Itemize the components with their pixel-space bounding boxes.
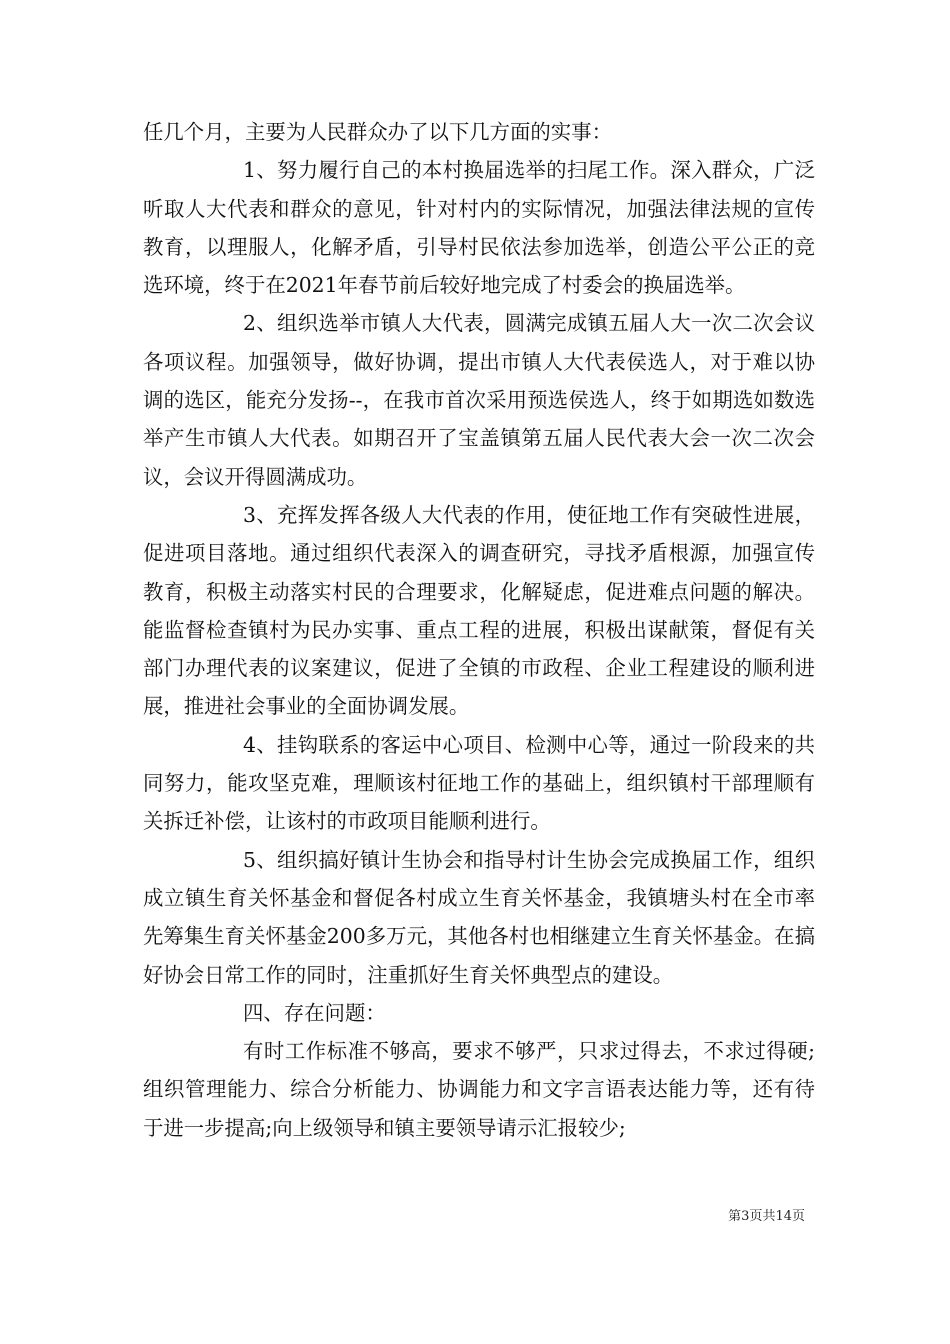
paragraph-item-3: 3、充挥发挥各级人大代表的作用，使征地工作有突破性进展，促进项目落地。通过组织代表深入的调查研究，寻找矛盾根源，加强宣传教育，积极主动落实村民的合理要求，化解疑虑，促进难点问题的解决。能监督检查镇村为民办实事、重点工程的进展，积极出谋献策，督促有关部门办理代表的议案建议，促进了全镇的市政程、企业工程建设的顺利进展，推进社会事业的全面协调发展。 (143, 502, 815, 719)
paragraph-continuation: 任几个月，主要为人民群众办了以下几方面的实事： (143, 120, 612, 144)
paragraph-problems: 有时工作标准不够高，要求不够严，只求过得去，不求过得硬;组织管理能力、综合分析能力、协调能力和文字言语表达能力等，还有待于进一步提高;向上级领导和镇主要领导请示汇报较少; (143, 1039, 815, 1140)
section-heading-problems: 四、存在问题： (243, 1000, 386, 1025)
paragraph-item-5: 5、组织搞好镇计生协会和指导村计生协会完成换届工作，组织成立镇生育关怀基金和督促各村成立生育关怀基金，我镇塘头村在全市率先筹集生育关怀基金200多万元，其他各村也相继建立生育关怀基金。在搞好协会日常工作的同时，注重抓好生育关怀典型点的建设。 (143, 847, 815, 987)
page-number: 第3页共14页 (728, 1209, 805, 1224)
paragraph-item-4: 4、挂钩联系的客运中心项目、检测中心等，通过一阶段来的共同努力，能攻坚克难，理顺该村征地工作的基础上，组织镇村干部理顺有关拆迁补偿，让该村的市政项目能顺利进行。 (143, 732, 815, 834)
document-body (143, 113, 815, 1147)
paragraph-item-2: 2、组织选举市镇人大代表，圆满完成镇五届人大一次二次会议各项议程。加强领导，做好协调，提出市镇人大代表侯选人，对于难以协调的选区，能充分发扬--，在我市首次采用预选侯选人，终于如期选如数选举产生市镇人大代表。如期召开了宝盖镇第五届人民代表大会一次二次会议，会议开得圆满成功。 (143, 311, 815, 489)
paragraph-item-1: 1、努力履行自己的本村换届选举的扫尾工作。深入群众，广泛听取人大代表和群众的意见，针对村内的实际情况，加强法律法规的宣传教育，以理服人，化解矛盾，引导村民依法参加选举，创造公平公正的竞选环境，终于在2021年春节前后较好地完成了村委会的换届选举。 (143, 158, 815, 298)
